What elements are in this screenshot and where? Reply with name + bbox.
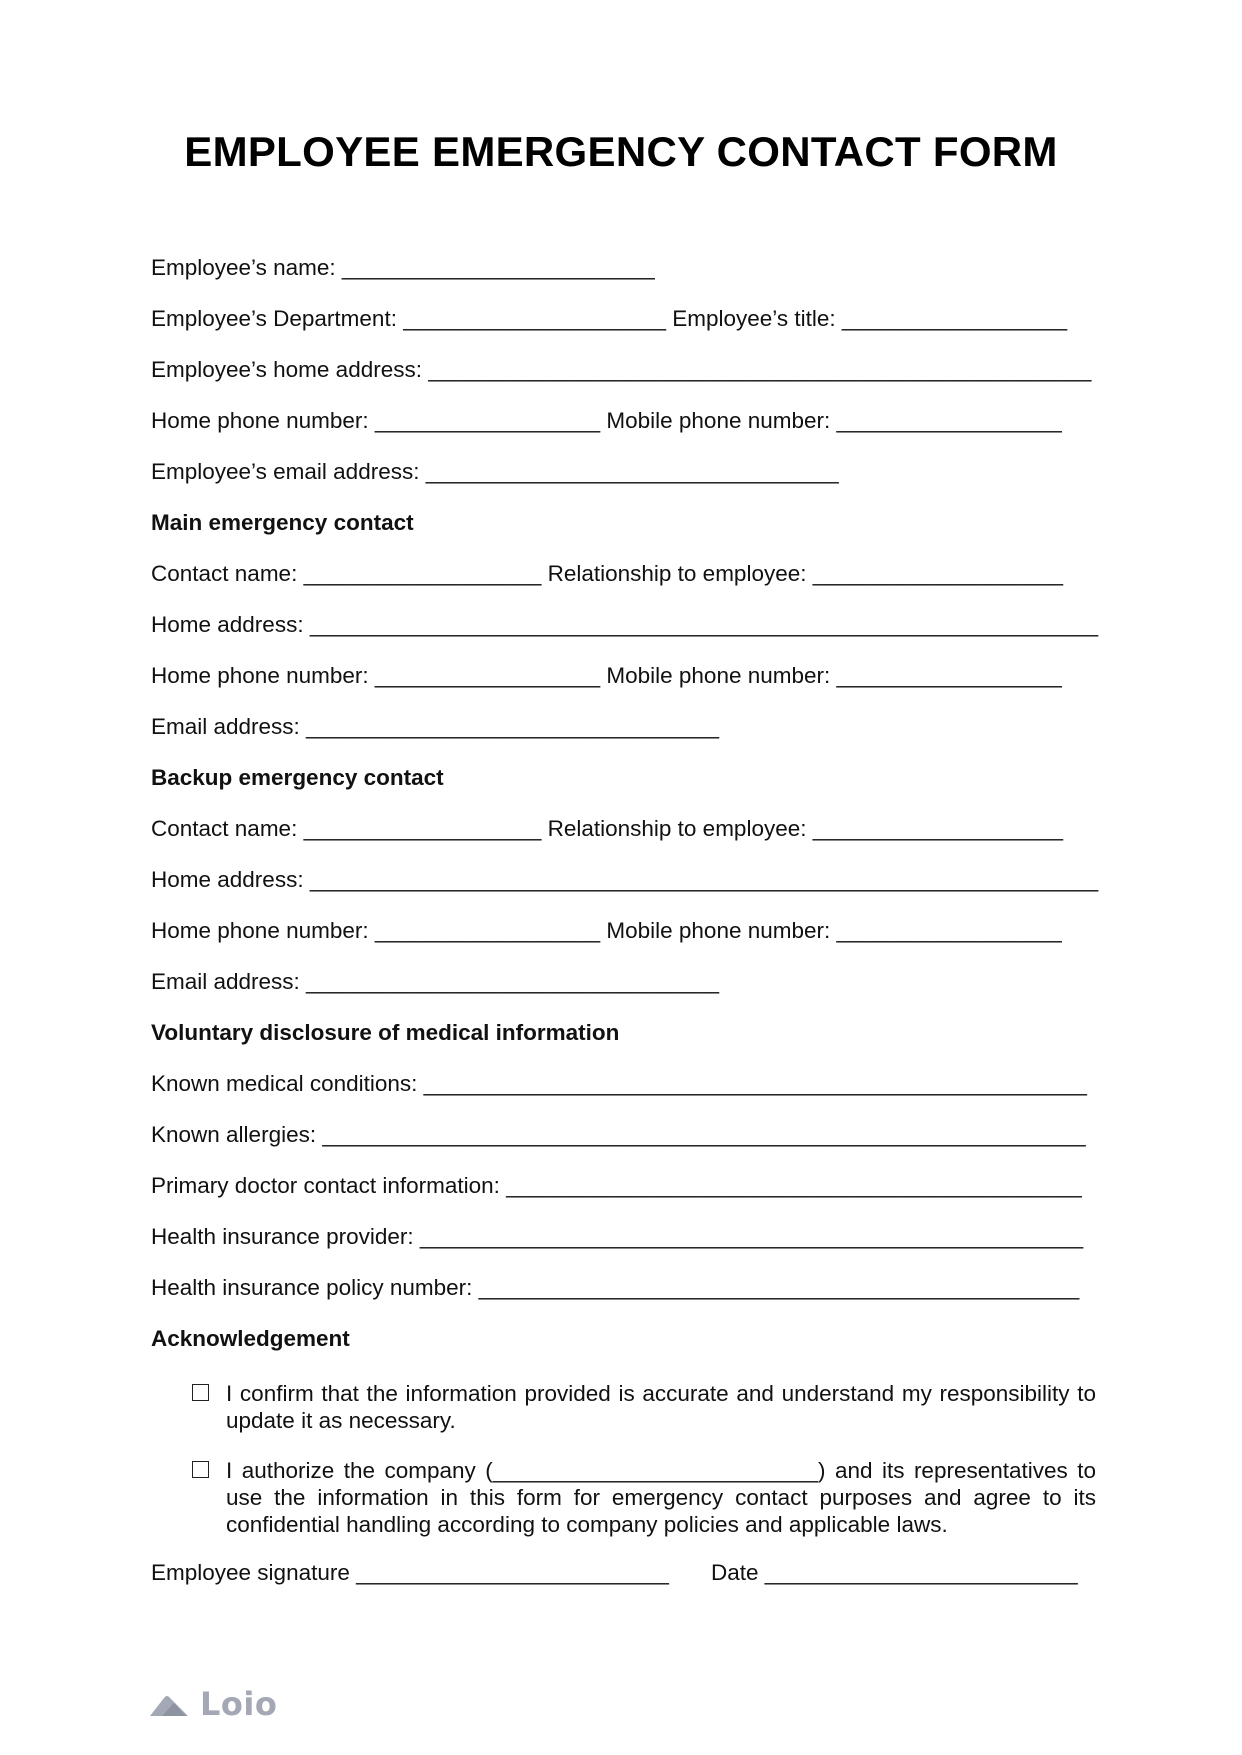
- mountain-logo-icon: [148, 1690, 190, 1718]
- acknowledgement-heading: Acknowledgement: [151, 1326, 350, 1351]
- main-contact-home-address-field[interactable]: Home address: _______________________________________________________________: [151, 612, 1099, 637]
- backup-contact-phone-fields[interactable]: Home phone number: __________________ Mobile phone number: __________________: [151, 918, 1062, 943]
- allergies-field[interactable]: Known allergies: _____________________________________________________________: [151, 1122, 1086, 1147]
- confirm-text: I confirm that the information provided is accurate and understand my responsibility to update it as necessary.: [226, 1381, 1096, 1433]
- logo-text: Loio: [200, 1685, 278, 1723]
- insurance-policy-field[interactable]: Health insurance policy number: ________________________________________________: [151, 1275, 1080, 1300]
- confirm-checkbox[interactable]: [192, 1384, 209, 1401]
- authorize-text: I authorize the company (__________________________) and its representatives to use the information in this form for emergency contact purposes and agree to its confidential handling according to company policies and applicable laws.: [226, 1458, 1096, 1537]
- doctor-contact-field[interactable]: Primary doctor contact information: ______________________________________________: [151, 1173, 1082, 1198]
- backup-contact-name-relationship-field[interactable]: Contact name: ___________________ Relationship to employee: ____________________: [151, 816, 1064, 841]
- loio-logo: [148, 1685, 277, 1723]
- insurance-provider-field[interactable]: Health insurance provider: _____________________________________________________: [151, 1224, 1084, 1249]
- employee-department-title-field[interactable]: Employee’s Department: _____________________ Employee’s title: __________________: [151, 306, 1068, 331]
- employee-name-field[interactable]: Employee’s name: _________________________: [151, 255, 655, 280]
- employee-email-field[interactable]: Employee’s email address: _________________________________: [151, 459, 839, 484]
- date-field[interactable]: Date _________________________: [711, 1560, 1078, 1585]
- medical-heading: Voluntary disclosure of medical information: [151, 1020, 620, 1045]
- medical-conditions-field[interactable]: Known medical conditions: _____________________________________________________: [151, 1071, 1087, 1096]
- acknowledgement-item-confirm: [192, 1380, 1096, 1434]
- backup-contact-email-field[interactable]: Email address: _________________________________: [151, 969, 720, 994]
- main-contact-email-field[interactable]: Email address: _________________________________: [151, 714, 720, 739]
- backup-contact-home-address-field[interactable]: Home address: _______________________________________________________________: [151, 867, 1099, 892]
- acknowledgement-item-authorize: [192, 1457, 1096, 1538]
- backup-contact-heading: Backup emergency contact: [151, 765, 444, 790]
- employee-home-address-field[interactable]: Employee’s home address: _____________________________________________________: [151, 357, 1092, 382]
- main-contact-name-relationship-field[interactable]: Contact name: ___________________ Relationship to employee: ____________________: [151, 561, 1064, 586]
- signature-field[interactable]: Employee signature _________________________: [151, 1560, 669, 1585]
- authorize-checkbox[interactable]: [192, 1461, 209, 1478]
- main-contact-heading: Main emergency contact: [151, 510, 414, 535]
- employee-phone-fields[interactable]: Home phone number: __________________ Mobile phone number: __________________: [151, 408, 1062, 433]
- page-title: EMPLOYEE EMERGENCY CONTACT FORM: [184, 128, 1058, 175]
- main-contact-phone-fields[interactable]: Home phone number: __________________ Mobile phone number: __________________: [151, 663, 1062, 688]
